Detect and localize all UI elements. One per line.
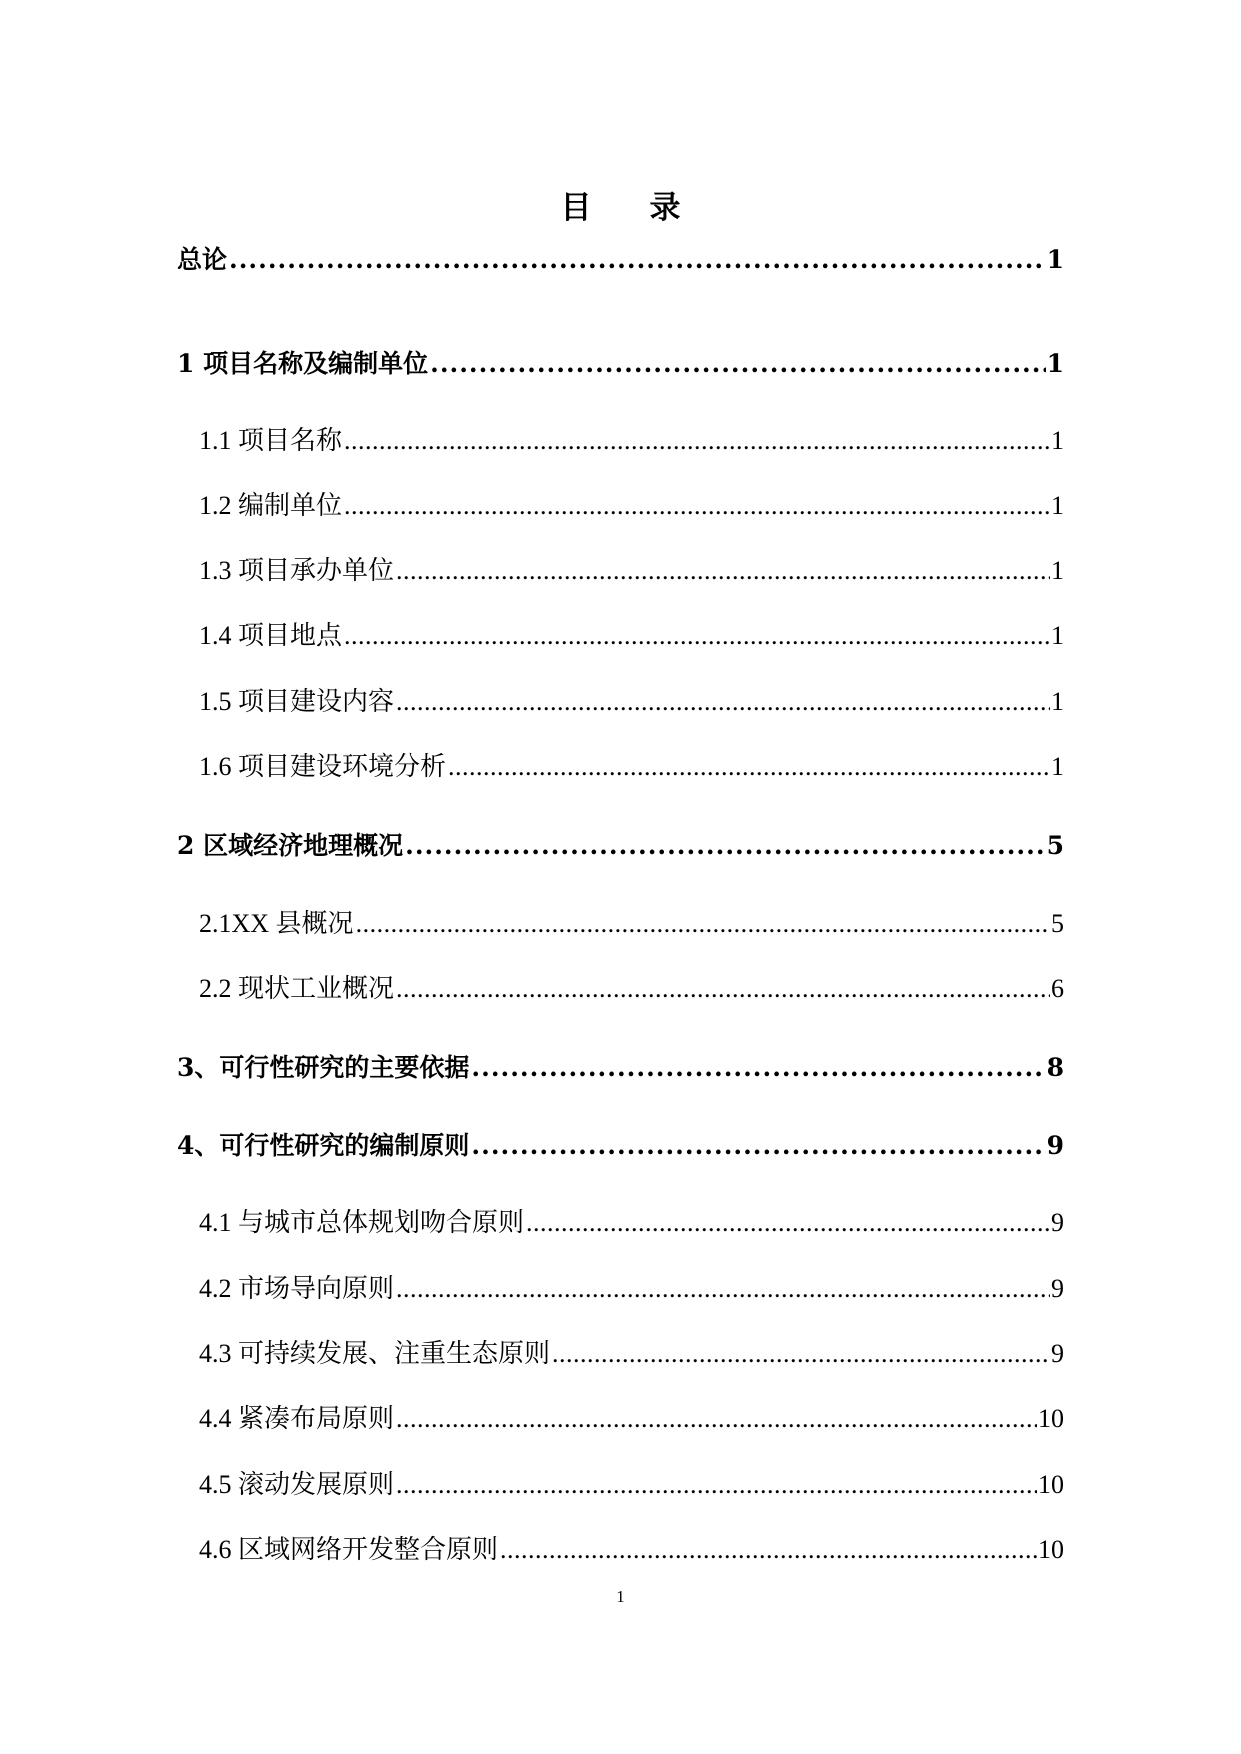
toc-entry-4-2[interactable] xyxy=(199,1271,1064,1307)
toc-entry-label: 1.3 项目承办单位 xyxy=(199,556,395,585)
toc-entry-page: 1 xyxy=(1046,349,1064,378)
toc-entry-label: 4.3 可持续发展、注重生态原则 xyxy=(199,1339,551,1368)
toc-dot-leader xyxy=(552,1336,1050,1372)
toc-entry-page: 10 xyxy=(1038,1535,1064,1564)
toc-entry-label: 4、可行性研究的编制原则 xyxy=(177,1131,470,1160)
toc-entry-label: 4.5 滚动发展原则 xyxy=(199,1470,395,1499)
toc-entry-page: 1 xyxy=(1051,752,1064,781)
toc-entry-label: 1.5 项目建设内容 xyxy=(199,687,395,716)
toc-entry-1-1[interactable] xyxy=(199,423,1064,459)
toc-dot-leader xyxy=(430,346,1045,382)
toc-entry-1-4[interactable] xyxy=(199,618,1064,654)
toc-entry-page: 1 xyxy=(1051,621,1064,650)
toc-dot-leader xyxy=(448,749,1050,785)
toc-entry-label: 3、可行性研究的主要依据 xyxy=(177,1053,470,1082)
toc-entry-page: 10 xyxy=(1038,1470,1064,1499)
toc-entry-4-4[interactable] xyxy=(199,1401,1064,1437)
toc-entry-4-1[interactable] xyxy=(199,1205,1064,1241)
toc-dot-leader xyxy=(396,971,1050,1007)
toc-dot-leader xyxy=(356,906,1050,942)
toc-title-char-1: 目 xyxy=(560,190,592,226)
toc-dot-leader xyxy=(396,684,1050,720)
toc-entry-section-2[interactable] xyxy=(177,828,1064,864)
toc-entry-page: 1 xyxy=(1051,687,1064,716)
toc-entry-1-3[interactable] xyxy=(199,553,1064,589)
toc-entry-1-2[interactable] xyxy=(199,488,1064,524)
toc-entry-label: 4.6 区域网络开发整合原则 xyxy=(199,1535,499,1564)
toc-entry-label: 2 区域经济地理概况 xyxy=(177,831,404,860)
toc-entry-label: 4.2 市场导向原则 xyxy=(199,1274,395,1303)
toc-entry-section-4[interactable] xyxy=(177,1128,1064,1164)
toc-entry-4-5[interactable] xyxy=(199,1467,1064,1503)
toc-entry-4-6[interactable] xyxy=(199,1532,1064,1568)
toc-entry-label: 总论 xyxy=(177,245,228,274)
toc-entry-page: 9 xyxy=(1051,1339,1064,1368)
toc-entry-label: 4.1 与城市总体规划吻合原则 xyxy=(199,1208,525,1237)
toc-dot-leader xyxy=(471,1050,1045,1086)
toc-entry-page: 6 xyxy=(1051,974,1064,1003)
toc-title xyxy=(0,188,1241,228)
toc-entry-label: 1.6 项目建设环境分析 xyxy=(199,752,447,781)
toc-entry-label: 2.2 现状工业概况 xyxy=(199,974,395,1003)
toc-entry-4-3[interactable] xyxy=(199,1336,1064,1372)
toc-entry-page: 9 xyxy=(1046,1131,1064,1160)
toc-entry-page: 8 xyxy=(1046,1053,1064,1082)
toc-title-char-2: 录 xyxy=(649,190,681,226)
toc-dot-leader xyxy=(396,1401,1037,1437)
toc-entry-label: 1.2 编制单位 xyxy=(199,491,343,520)
toc-entry-1-6[interactable] xyxy=(199,749,1064,785)
toc-entry-page: 10 xyxy=(1038,1404,1064,1433)
toc-dot-leader xyxy=(526,1205,1050,1241)
toc-dot-leader xyxy=(396,1467,1037,1503)
toc-entry-page: 5 xyxy=(1051,909,1064,938)
toc-entry-section-1[interactable] xyxy=(177,346,1064,382)
toc-entry-overview[interactable] xyxy=(177,242,1064,278)
toc-entry-page: 5 xyxy=(1046,831,1064,860)
toc-entry-page: 1 xyxy=(1046,245,1064,274)
toc-dot-leader xyxy=(344,618,1050,654)
toc-dot-leader xyxy=(396,553,1050,589)
toc-entry-label: 2.1XX 县概况 xyxy=(199,909,354,938)
toc-dot-leader xyxy=(500,1532,1037,1568)
toc-dot-leader xyxy=(344,423,1050,459)
toc-dot-leader xyxy=(405,828,1045,864)
toc-entry-label: 1.1 项目名称 xyxy=(199,426,343,455)
toc-entry-page: 1 xyxy=(1051,426,1064,455)
footer-page-number: 1 xyxy=(616,1587,625,1606)
toc-dot-leader xyxy=(229,242,1046,278)
toc-entry-1-5[interactable] xyxy=(199,684,1064,720)
toc-entry-page: 1 xyxy=(1051,556,1064,585)
toc-entry-section-3[interactable] xyxy=(177,1050,1064,1086)
toc-entry-page: 9 xyxy=(1051,1274,1064,1303)
toc-entry-2-2[interactable] xyxy=(199,971,1064,1007)
toc-dot-leader xyxy=(344,488,1050,524)
toc-entry-label: 1 项目名称及编制单位 xyxy=(177,349,429,378)
toc-entry-2-1[interactable] xyxy=(199,906,1064,942)
toc-entry-page: 9 xyxy=(1051,1208,1064,1237)
toc-dot-leader xyxy=(471,1128,1045,1164)
toc-dot-leader xyxy=(396,1271,1050,1307)
toc-entry-page: 1 xyxy=(1051,491,1064,520)
toc-entry-label: 4.4 紧凑布局原则 xyxy=(199,1404,395,1433)
toc-entry-label: 1.4 项目地点 xyxy=(199,621,343,650)
